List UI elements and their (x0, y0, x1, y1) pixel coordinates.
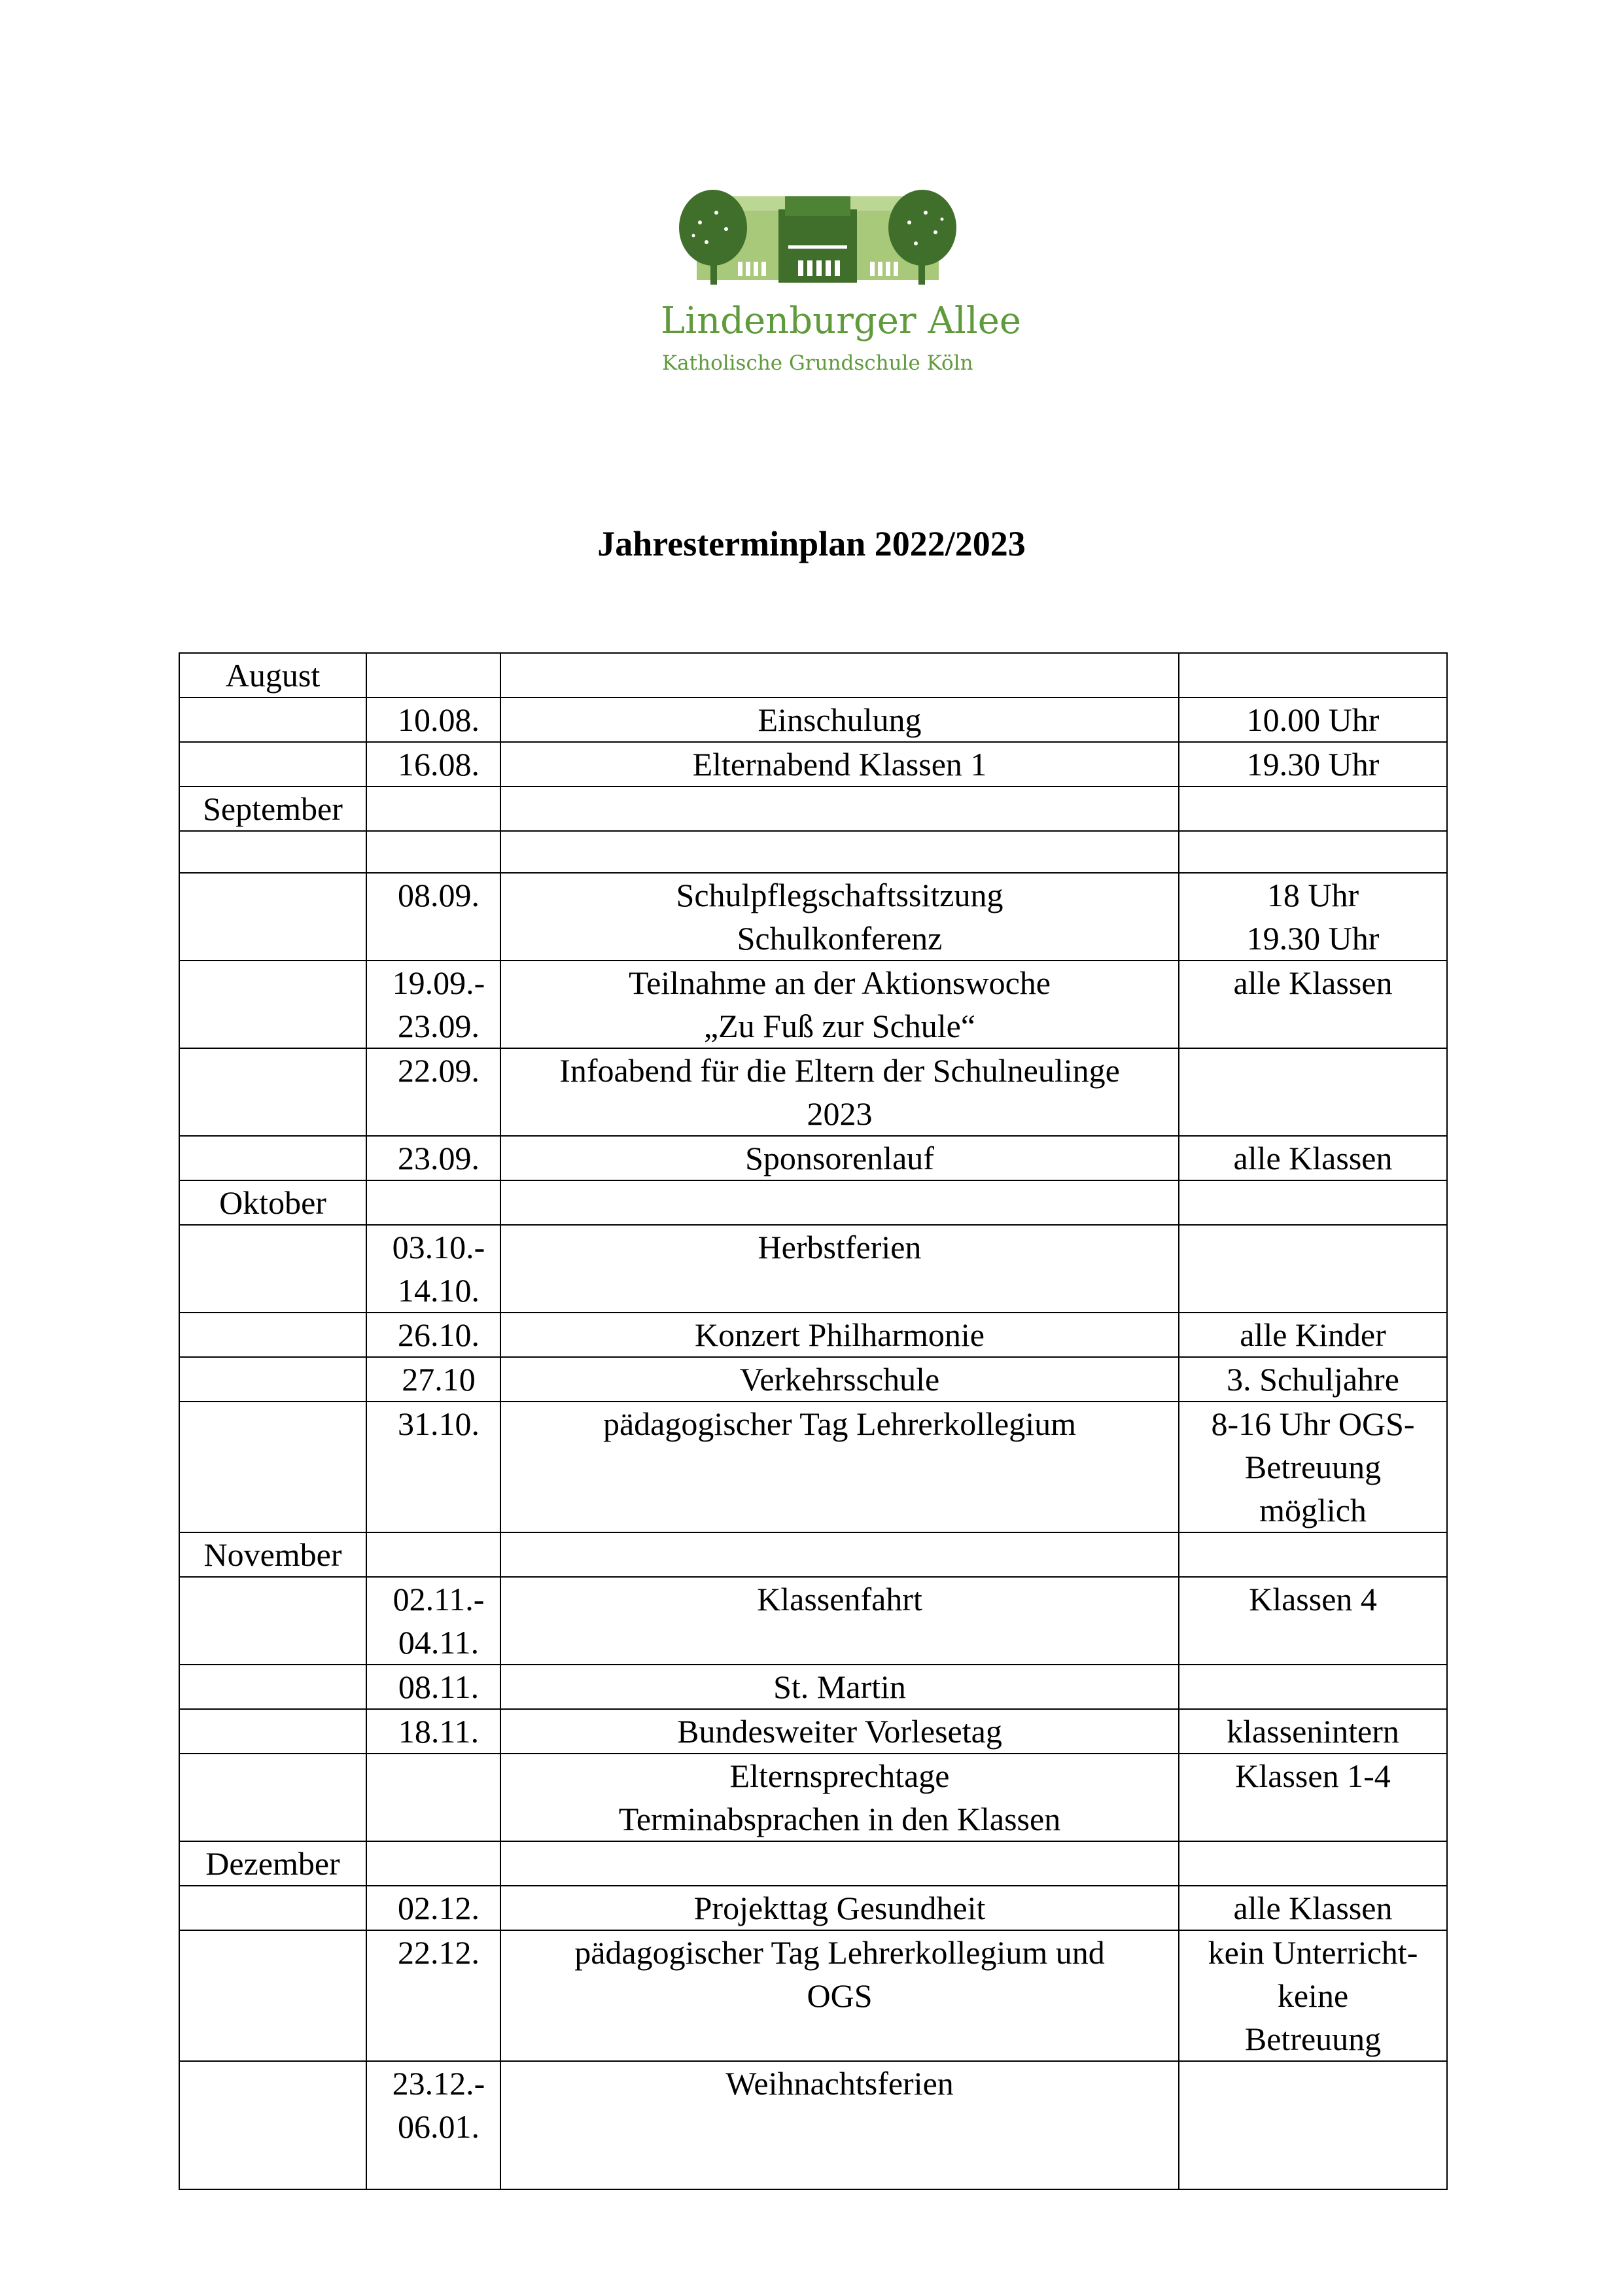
event-cell (500, 1841, 1179, 1886)
note-cell: Klassen 4 (1179, 1577, 1447, 1665)
event-cell: Projekttag Gesundheit (500, 1886, 1179, 1930)
note-cell (1179, 2061, 1447, 2189)
month-cell (179, 1048, 366, 1136)
note-cell: alle Klassen (1179, 1136, 1447, 1180)
note-cell (1179, 1225, 1447, 1313)
table-row (179, 1709, 1447, 1754)
date-cell: 02.12. (366, 1886, 500, 1930)
note-cell: 19.30 Uhr (1179, 742, 1447, 786)
event-cell: Klassenfahrt (500, 1577, 1179, 1665)
school-name: Lindenburger Allee (661, 300, 1022, 342)
note-cell: 10.00 Uhr (1179, 698, 1447, 742)
note-cell (1179, 1841, 1447, 1886)
page-title: Jahresterminplan 2022/2023 (597, 524, 1026, 563)
table-row (179, 1930, 1447, 2061)
month-cell (179, 1357, 366, 1402)
table-row (179, 1841, 1447, 1886)
event-cell (500, 831, 1179, 873)
note-cell: Klassen 1-4 (1179, 1754, 1447, 1841)
school-building-icon (654, 183, 981, 294)
date-cell (366, 653, 500, 698)
note-cell (1179, 1532, 1447, 1577)
month-cell: Dezember (179, 1841, 366, 1886)
table-row (179, 873, 1447, 961)
event-cell (500, 1180, 1179, 1225)
school-logo (654, 183, 1022, 393)
event-cell (500, 786, 1179, 831)
month-cell (179, 1136, 366, 1180)
date-cell: 02.11.- 04.11. (366, 1577, 500, 1665)
month-cell: November (179, 1532, 366, 1577)
table-row (179, 1402, 1447, 1532)
school-subtitle: Katholische Grundschule Köln (662, 351, 973, 375)
note-cell (1179, 786, 1447, 831)
month-cell (179, 1577, 366, 1665)
event-cell: Elternabend Klassen 1 (500, 742, 1179, 786)
table-row (179, 742, 1447, 786)
note-cell (1179, 1048, 1447, 1136)
date-cell: 16.08. (366, 742, 500, 786)
event-cell (500, 653, 1179, 698)
event-cell: Weihnachtsferien (500, 2061, 1179, 2189)
table-row (179, 1532, 1447, 1577)
event-cell: Elternsprechtage Terminabsprachen in den Klassen (500, 1754, 1179, 1841)
month-cell: August (179, 653, 366, 698)
date-cell: 18.11. (366, 1709, 500, 1754)
month-cell (179, 742, 366, 786)
month-cell (179, 1930, 366, 2061)
month-cell (179, 961, 366, 1048)
note-cell (1179, 1180, 1447, 1225)
note-cell: 8-16 Uhr OGS- Betreuung möglich (1179, 1402, 1447, 1532)
month-cell (179, 1886, 366, 1930)
event-cell: Konzert Philharmonie (500, 1313, 1179, 1357)
note-cell: kein Unterricht- keine Betreuung (1179, 1930, 1447, 2061)
date-cell (366, 1754, 500, 1841)
event-cell: St. Martin (500, 1665, 1179, 1709)
event-cell (500, 1532, 1179, 1577)
event-cell: Teilnahme an der Aktionswoche „Zu Fuß zur Schule“ (500, 961, 1179, 1048)
table-row (179, 1225, 1447, 1313)
date-cell: 23.12.- 06.01. (366, 2061, 500, 2189)
table-row (179, 698, 1447, 742)
date-cell: 08.11. (366, 1665, 500, 1709)
date-cell: 10.08. (366, 698, 500, 742)
date-cell: 03.10.- 14.10. (366, 1225, 500, 1313)
event-cell: pädagogischer Tag Lehrerkollegium (500, 1402, 1179, 1532)
note-cell: klassenintern (1179, 1709, 1447, 1754)
note-cell: alle Klassen (1179, 1886, 1447, 1930)
note-cell (1179, 653, 1447, 698)
date-cell (366, 1532, 500, 1577)
date-cell: 08.09. (366, 873, 500, 961)
table-row (179, 1180, 1447, 1225)
date-cell (366, 831, 500, 873)
month-cell (179, 1313, 366, 1357)
table-row (179, 653, 1447, 698)
month-cell (179, 698, 366, 742)
table-row (179, 1136, 1447, 1180)
date-cell: 19.09.- 23.09. (366, 961, 500, 1048)
event-cell: pädagogischer Tag Lehrerkollegium und OGS (500, 1930, 1179, 2061)
note-cell: alle Kinder (1179, 1313, 1447, 1357)
month-cell (179, 873, 366, 961)
date-cell (366, 786, 500, 831)
table-row (179, 1313, 1447, 1357)
month-cell: September (179, 786, 366, 831)
date-cell (366, 1841, 500, 1886)
table-row (179, 1048, 1447, 1136)
event-cell: Einschulung (500, 698, 1179, 742)
table-row (179, 786, 1447, 831)
month-cell: Oktober (179, 1180, 366, 1225)
month-cell (179, 1225, 366, 1313)
month-cell (179, 2061, 366, 2189)
event-cell: Verkehrsschule (500, 1357, 1179, 1402)
event-cell: Bundesweiter Vorlesetag (500, 1709, 1179, 1754)
table-row (179, 1886, 1447, 1930)
event-cell: Infoabend für die Eltern der Schulneulinge 2023 (500, 1048, 1179, 1136)
schedule-table (179, 652, 1448, 2190)
note-cell: 18 Uhr 19.30 Uhr (1179, 873, 1447, 961)
month-cell (179, 1754, 366, 1841)
date-cell (366, 1180, 500, 1225)
table-row (179, 961, 1447, 1048)
event-cell: Herbstferien (500, 1225, 1179, 1313)
table-row (179, 1577, 1447, 1665)
table-row (179, 831, 1447, 873)
event-cell: Schulpflegschaftssitzung Schulkonferenz (500, 873, 1179, 961)
date-cell: 31.10. (366, 1402, 500, 1532)
month-cell (179, 1402, 366, 1532)
event-cell: Sponsorenlauf (500, 1136, 1179, 1180)
table-row (179, 2061, 1447, 2189)
date-cell: 23.09. (366, 1136, 500, 1180)
month-cell (179, 831, 366, 873)
date-cell: 22.12. (366, 1930, 500, 2061)
note-cell (1179, 1665, 1447, 1709)
table-row (179, 1665, 1447, 1709)
month-cell (179, 1709, 366, 1754)
date-cell: 22.09. (366, 1048, 500, 1136)
note-cell: alle Klassen (1179, 961, 1447, 1048)
date-cell: 26.10. (366, 1313, 500, 1357)
table-row (179, 1357, 1447, 1402)
table-row (179, 1754, 1447, 1841)
month-cell (179, 1665, 366, 1709)
note-cell: 3. Schuljahre (1179, 1357, 1447, 1402)
schedule-table-body (179, 653, 1447, 2189)
note-cell (1179, 831, 1447, 873)
date-cell: 27.10 (366, 1357, 500, 1402)
